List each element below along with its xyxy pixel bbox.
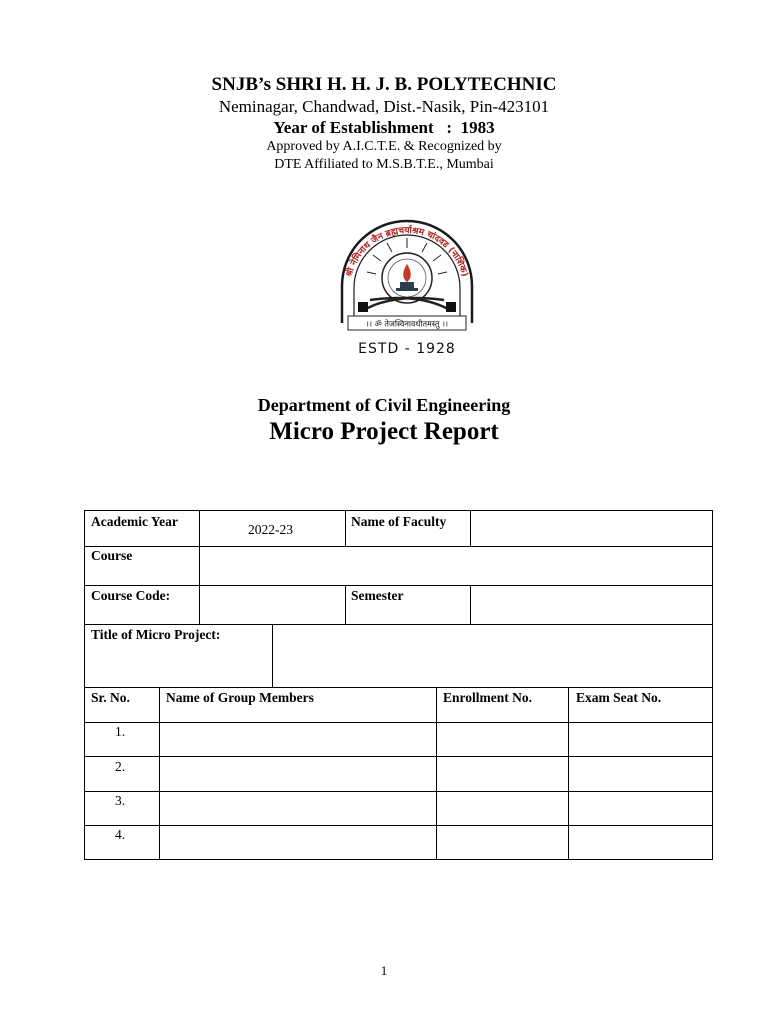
semester-label: Semester [351,588,404,603]
approval-line-2: DTE Affiliated to M.S.B.T.E., Mumbai [274,157,494,172]
col-header-enrollment-no: Enrollment No. [443,690,533,705]
report-title: Micro Project Report [269,418,499,445]
member-name-cell[interactable] [165,724,430,752]
faculty-label: Name of Faculty [351,514,447,529]
row-sr-no: 2. [115,759,126,774]
institute-name: SNJB’s SHRI H. H. J. B. POLYTECHNIC [211,74,557,95]
course-label: Course [91,548,133,563]
enrollment-cell[interactable] [442,724,562,752]
course-value[interactable] [205,548,705,580]
micro-project-title-label: Title of Micro Project: [91,627,221,642]
semester-value[interactable] [477,588,707,620]
page-number: 1 [380,963,388,978]
seal-arc-text: श्री नेमिनाथ जैन ब्रह्मचर्याश्रम चांदवड (नाशिक) [344,225,470,279]
project-info-table [84,510,713,860]
institute-address: Neminagar, Chandwad, Dist.-Nasik, Pin-423101 [218,97,550,116]
seal-motto: ।। ॐ तेजस्विनावधीतमस्तु ।। [365,319,449,329]
approval-line-1: Approved by A.I.C.T.E. & Recognized by [266,139,502,154]
seat-cell[interactable] [574,759,706,787]
establishment-year: Year of Establishment : 1983 [273,118,495,137]
table-row [85,756,712,791]
micro-project-title-value[interactable] [279,627,707,682]
member-name-cell[interactable] [165,827,430,855]
member-name-cell[interactable] [165,759,430,787]
table-row [85,722,712,756]
department-name: Department of Civil Engineering [257,395,511,415]
enrollment-cell[interactable] [442,759,562,787]
seat-cell[interactable] [574,793,706,821]
enrollment-cell[interactable] [442,827,562,855]
row-sr-no: 4. [115,827,126,842]
academic-year-label: Academic Year [91,514,178,529]
faculty-value[interactable] [477,514,707,542]
course-code-label: Course Code: [91,588,171,603]
col-header-member-name: Name of Group Members [166,690,314,705]
table-row [85,825,712,859]
seat-cell[interactable] [574,827,706,855]
col-header-sr-no: Sr. No. [91,690,130,705]
col-header-exam-seat-no: Exam Seat No. [576,690,662,705]
seat-cell[interactable] [574,724,706,752]
seal-estd: ESTD - 1928 [358,341,456,357]
course-code-value[interactable] [205,588,340,620]
row-sr-no: 3. [115,793,126,808]
row-sr-no: 1. [115,724,126,739]
member-name-cell[interactable] [165,793,430,821]
enrollment-cell[interactable] [442,793,562,821]
institution-seal-icon [334,198,480,360]
table-row [85,791,712,825]
academic-year-value[interactable]: 2022-23 [248,522,293,537]
